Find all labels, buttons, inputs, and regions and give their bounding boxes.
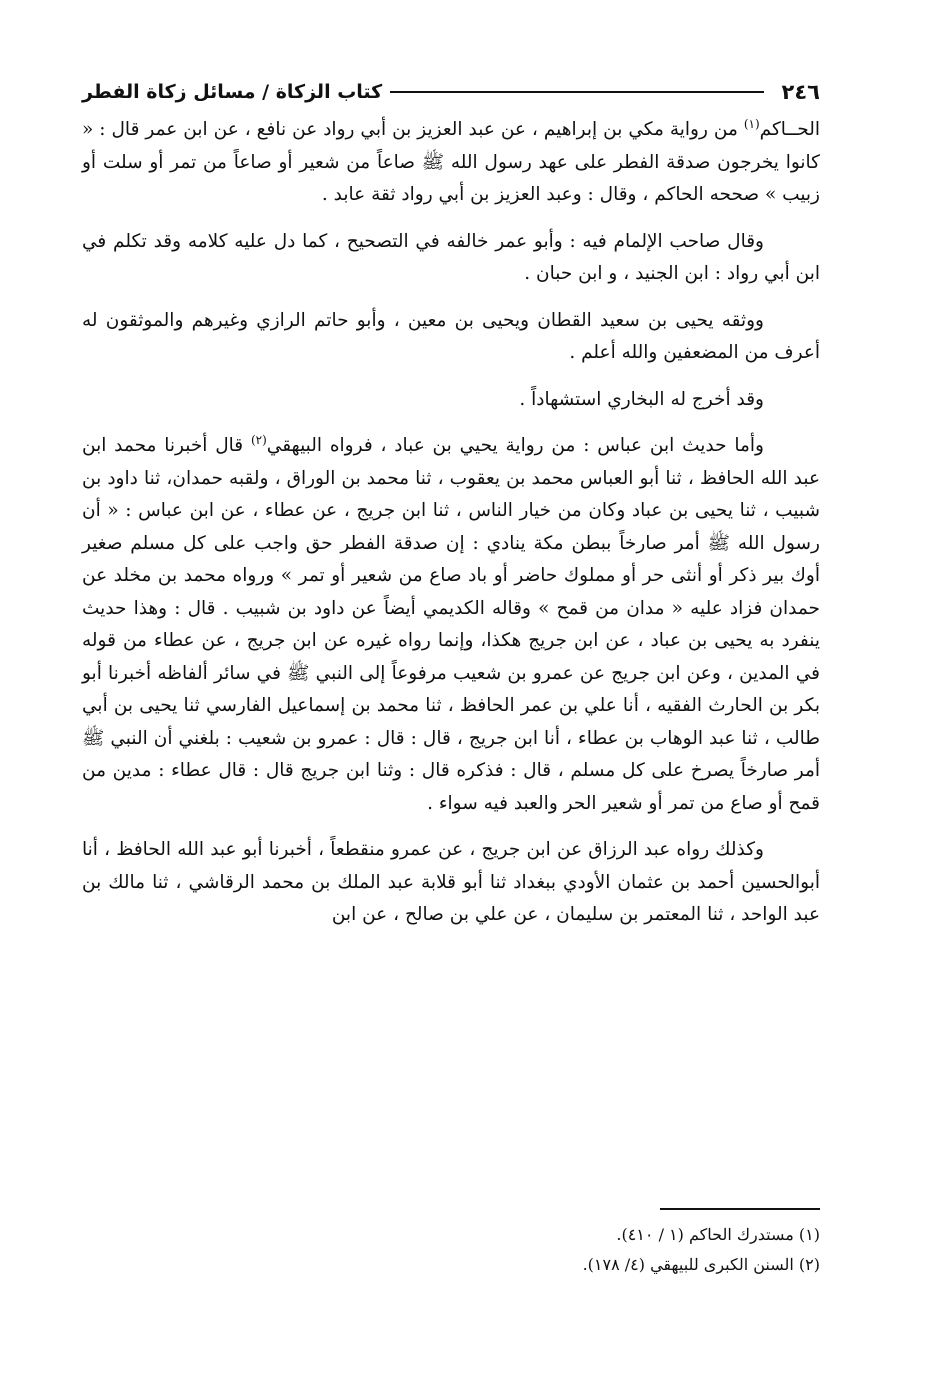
paragraph-5 <box>82 430 820 820</box>
paragraph-2: وقال صاحب الإلمام فيه : وأبو عمر خالفه في التصحيح ، كما دل عليه كلامه وقد تكلم في ابن أبي رواد : ابن الجنيد ، و ابن حبان . <box>82 230 820 284</box>
paragraph-4: وقد أخرج له البخاري استشهاداً . <box>519 388 764 410</box>
paragraph-6: وكذلك رواه عبد الرزاق عن ابن جريج ، عن عمرو منقطعاً ، أخبرنا أبو عبد الله الحافظ ، أنا أبوالحسين أحمد بن عثمان الأودي ببغداد ثنا أبو قلابة عبد الملك بن محمد الرقاشي ، ثنا مالك بن عبد الواحد ، ثنا المعتمر بن سليمان ، عن علي بن صالح ، عن ابن <box>82 839 820 925</box>
page-body <box>82 114 820 932</box>
paragraph-5-lead: وأما حديث ابن عباس : من رواية يحيي بن عباد ، فرواه البيهقي <box>266 435 764 456</box>
paragraph-1 <box>82 114 820 212</box>
paragraph-3: ووثقه يحيى بن سعيد القطان ويحيى بن معين ، وأبو حاتم الرازي وغيرهم والموثقون له أعرف من المضعفين والله أعلم . <box>82 309 820 363</box>
footnote-separator <box>660 1208 820 1210</box>
footnote-2: (٢) السنن الكبرى للبيهقي (٤/ ١٧٨). <box>582 1255 820 1274</box>
page-number: ٢٤٦ <box>781 80 820 104</box>
paragraph-1-text: من رواية مكي بن إبراهيم ، عن عبد العزيز بن أبي رواد عن نافع ، عن ابن عمر قال : « كانوا يخرجون صدقة الفطر على عهد رسول الله ﷺ صاعاً من شعير أو صاعاً من تمر أو سلت أو زبيب » صححه الحاكم ، وقال : وعبد العزيز بن أبي رواد ثقة عابد . <box>82 119 820 205</box>
paragraph-5-text: قال أخبرنا محمد ابن عبد الله الحافظ ، ثنا أبو العباس محمد بن يعقوب ، ثنا محمد بن الوراق ، ولقبه حمدان، ثنا داود بن شبيب ، ثنا يحيى بن عباد وكان من خيار الناس ، ثنا ابن جريج ، عن عطاء ، عن ابن عباس : « أن رسول الله ﷺ أمر صارخاً ببطن مكة ينادي : إن صدقة الفطر حق واجب على كل مسلم صغير أوك بير ذكر أو أنثى حر أو مملوك حاضر أو باد صاع من شعير أو تمر » ورواه محمد بن مخلد عن حمدان فزاد عليه « مدان من قمح » وقاله الكديمي أيضاً عن داود بن شبيب . قال : وهذا حديث ينفرد به يحيى بن عباد ، عن ابن جريج هكذا، وإنما رواه غيره عن ابن جريج ، عن عطاء من قوله في المدين ، وعن ابن جريج عن عمرو بن شعيب مرفوعاً إلى النبي ﷺ في سائر ألفاظه أخبرنا أبو بكر بن الحارث الفقيه ، أنا علي بن عمر الحافظ ، ثنا محمد بن إسماعيل الفارسي ثنا يحيى بن أبي طالب ، ثنا عبد الوهاب بن عطاء ، أنا ابن جريج ، قال : قال : عمرو بن شعيب : بلغني أن النبي ﷺ أمر صارخاً يصرخ على كل مسلم ، قال : فذكره قال : وثنا ابن جريج قال : قال عطاء : مدين من قمح أو صاع من تمر أو شعير الحر والعبد فيه سواء . <box>82 435 820 814</box>
paragraph-1-lead: الحــاكم <box>759 119 820 140</box>
running-header <box>82 70 820 114</box>
footnote-ref-2: (٢) <box>250 432 267 447</box>
footnote-1: (١) مستدرك الحاكم (١ / ٤١٠). <box>616 1225 820 1244</box>
book-page <box>82 70 820 1310</box>
footnotes <box>82 1220 820 1280</box>
header-title: كتاب الزكاة / مسائل زكاة الفطر <box>82 81 383 103</box>
header-rule <box>390 91 763 93</box>
footnote-ref-1: (١) <box>743 116 760 131</box>
